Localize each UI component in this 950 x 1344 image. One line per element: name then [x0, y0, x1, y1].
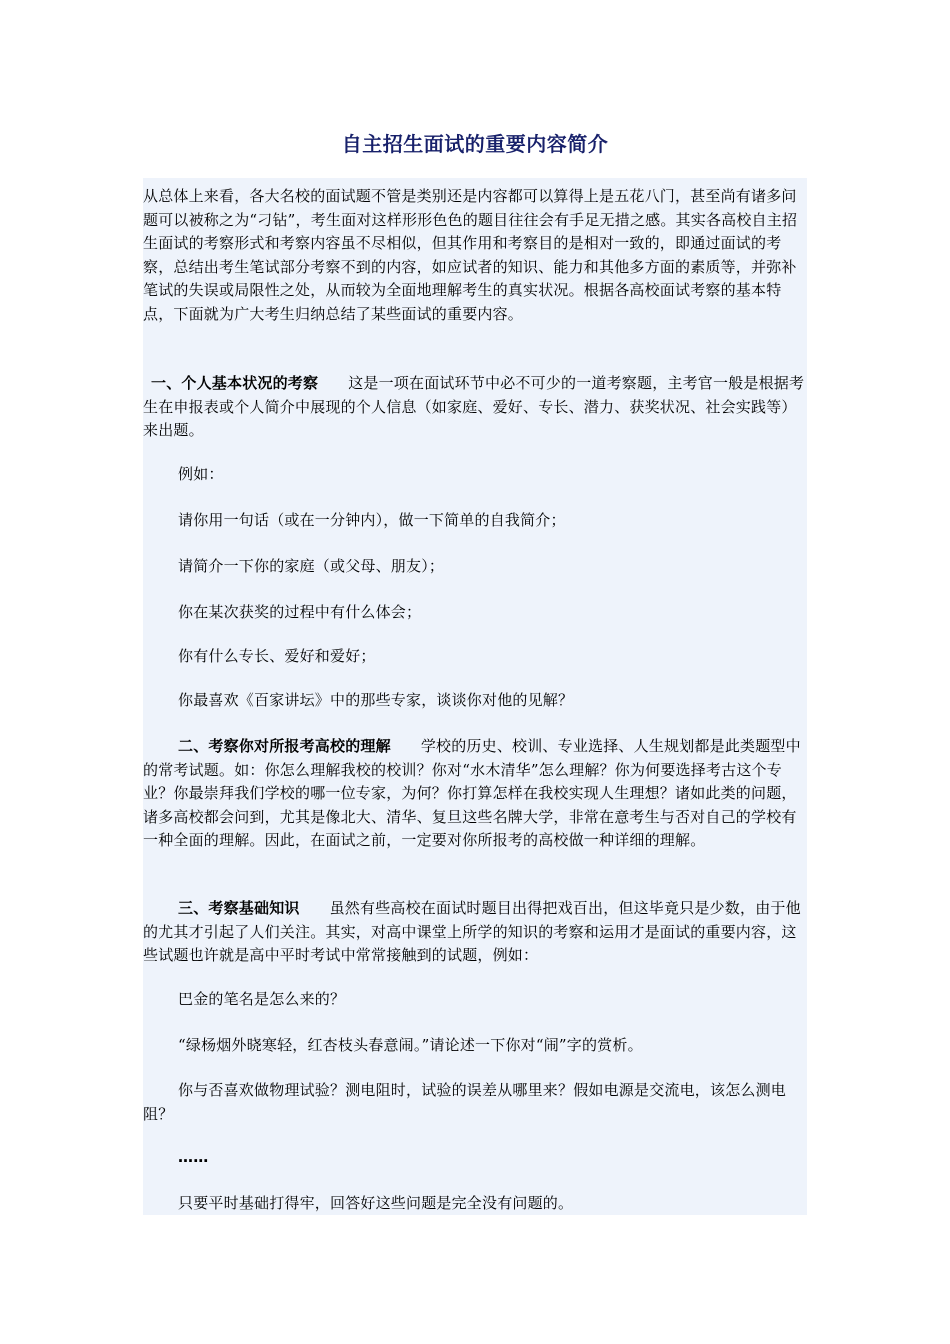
- section3-example-2: “绿杨烟外晓寒轻，红杏枝头春意闹。”请论述一下你对“闹”字的赏析。: [178, 1036, 643, 1054]
- section3-example-3: 你与否喜欢做物理试验？测电阻时，试验的误差从哪里来？假如电源是交流电，该怎么测电阻？: [143, 1081, 787, 1123]
- section3-heading: 三、考察基础知识: [178, 899, 300, 917]
- section1-example-4: 你有什么专长、爱好和爱好；: [178, 647, 376, 665]
- section1-example-label: 例如：: [178, 465, 224, 483]
- section2-paragraph: [143, 735, 811, 853]
- section1-example-5: 你最喜欢《百家讲坛》中的那些专家，谈谈你对他的见解？: [178, 691, 574, 709]
- section3-paragraph: [143, 897, 811, 968]
- section1-example-3: 你在某次获奖的过程中有什么体会；: [178, 603, 422, 621]
- section3-ellipsis: ……: [178, 1148, 209, 1166]
- section1-paragraph: [143, 372, 811, 443]
- section1-example-2: 请简介一下你的家庭（或父母、朋友）；: [178, 557, 445, 575]
- section2-text: 学校的历史、校训、专业选择、人生规划都是此类题型中的常考试题。如：你怎么理解我校的校训？你对“水木清华”怎么理解？你为何要选择考古这个专业？你最崇拜我们学校的哪一位专家，为何？你打算怎样在我校实现人生理想？诸如此类的问题，诸多高校都会问到，尤其是像北大、清华、复旦这些名牌大学，非常在意考生与否对自己的学校有一种全面的理解。因此，在面试之前，一定要对你所报考的高校做一种详细的理解。: [143, 737, 801, 849]
- section1-text: 这是一项在面试环节中必不可少的一道考察题，主考官一般是根据考生在申报表或个人简介中展现的个人信息（如家庭、爱好、专长、潜力、获奖状况、社会实践等）来出题。: [143, 374, 805, 439]
- section1-heading: 一、个人基本状况的考察: [151, 374, 319, 392]
- page-title: 自主招生面试的重要内容简介: [341, 132, 609, 156]
- section1-example-1: 请你用一句话（或在一分钟内），做一下简单的自我简介；: [178, 511, 566, 529]
- section3-text: 虽然有些高校在面试时题目出得把戏百出，但这毕竟只是少数，由于他的尤其才引起了人们关注。其实，对高中课堂上所学的知识的考察和运用才是面试的重要内容，这些试题也许就是高中平时考试中常常接触到的试题，例如：: [143, 899, 801, 964]
- intro-paragraph: 从总体上来看，各大名校的面试题不管是类别还是内容都可以算得上是五花八门，甚至尚有诸多问题可以被称之为“刁钻”，考生面对这样形形色色的题目往往会有手足无措之感。其实各高校自主招生面试的考察形式和考察内容虽不尽相似，但其作用和考察目的是相对一致的，即通过面试的考察，总结出考生笔试部分考察不到的内容，如应试者的知识、能力和其他多方面的素质等，并弥补笔试的失误或局限性之处，从而较为全面地理解考生的真实状况。根据各高校面试考察的基本特点，下面就为广大考生归纳总结了某些面试的重要内容。: [143, 187, 798, 323]
- section2-heading: 二、考察你对所报考高校的理解: [178, 737, 391, 755]
- section3-closing: 只要平时基础打得牢，回答好这些问题是完全没有问题的。: [178, 1194, 574, 1212]
- section3-example-1: 巴金的笔名是怎么来的？: [178, 990, 346, 1008]
